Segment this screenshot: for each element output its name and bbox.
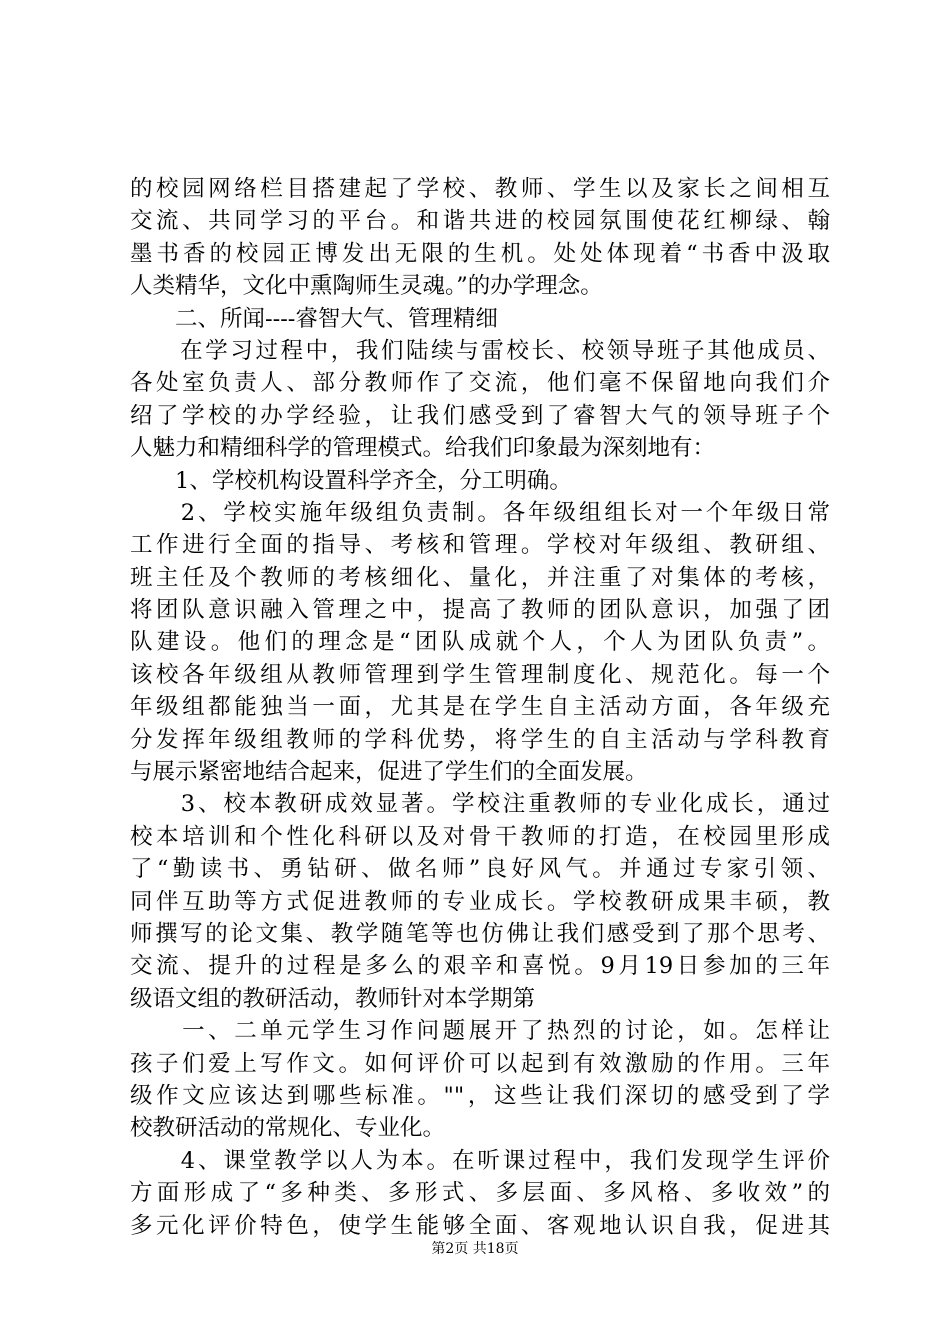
text-line: 1、学校机构设置科学齐全，分工明确。 bbox=[130, 467, 572, 494]
text-line: 与展示紧密地结合起来，促进了学生们的全面发展。 bbox=[130, 759, 648, 786]
document-body bbox=[130, 173, 830, 1242]
text-line: 班主任及个教师的考核细化、量化，并注重了对集体的考核， bbox=[130, 564, 830, 591]
text-line: 人类精华，文化中熏陶师生灵魂。”的办学理念。 bbox=[130, 273, 603, 300]
text-line: 了“勤读书、勇钻研、做名师”良好风气。并通过专家引领、 bbox=[130, 856, 830, 883]
text-line: 同伴互助等方式促进教师的专业成长。学校教研成果丰硕，教 bbox=[130, 888, 830, 915]
text-line: 校本培训和个性化科研以及对骨干教师的打造，在校园里形成 bbox=[130, 823, 830, 850]
text-line: 级语文组的教研活动，教师针对本学期第 bbox=[130, 985, 536, 1012]
text-line: 师撰写的论文集、教学随笔等也仿佛让我们感受到了那个思考、 bbox=[130, 920, 830, 947]
text-line: 在学习过程中，我们陆续与雷校长、校领导班子其他成员、 bbox=[130, 337, 830, 364]
text-line: 绍了学校的办学经验，让我们感受到了睿智大气的领导班子个 bbox=[130, 402, 830, 429]
text-line: 4、课堂教学以人为本。在听课过程中，我们发现学生评价 bbox=[130, 1147, 830, 1174]
text-line: 交流、提升的过程是多么的艰辛和喜悦。9月19日参加的三年 bbox=[130, 953, 830, 980]
text-line: 人魅力和精细科学的管理模式。给我们印象最为深刻地有： bbox=[130, 435, 716, 462]
text-line: 年级组都能独当一面，尤其是在学生自主活动方面，各年级充 bbox=[130, 694, 830, 721]
text-line: 将团队意识融入管理之中，提高了教师的团队意识，加强了团 bbox=[130, 597, 830, 624]
text-line: 2、学校实施年级组负责制。各年级组组长对一个年级日常 bbox=[130, 499, 830, 526]
text-line: 级作文应该达到哪些标准。""，这些让我们深切的感受到了学 bbox=[130, 1082, 830, 1109]
text-line: 校教研活动的常规化、专业化。 bbox=[130, 1115, 446, 1142]
text-line: 多元化评价特色，使学生能够全面、客观地认识自我，促进其 bbox=[130, 1212, 830, 1239]
text-line: 的校园网络栏目搭建起了学校、教师、学生以及家长之间相互 bbox=[130, 176, 830, 202]
text-line: 孩子们爱上写作文。如何评价可以起到有效激励的作用。三年 bbox=[130, 1050, 830, 1077]
text-line: 二、所闻----睿智大气、管理精细 bbox=[130, 305, 498, 332]
text-line: 一、二单元学生习作问题展开了热烈的讨论，如。怎样让 bbox=[130, 1018, 830, 1045]
page-footer: 第2页 共18页 bbox=[431, 1241, 519, 1257]
text-line: 交流、共同学习的平台。和谐共进的校园氛围使花红柳绿、翰 bbox=[130, 208, 830, 235]
text-line: 各处室负责人、部分教师作了交流，他们毫不保留地向我们介 bbox=[130, 370, 830, 397]
text-line: 方面形成了“多种类、多形式、多层面、多风格、多收效”的 bbox=[130, 1180, 830, 1207]
text-line: 该校各年级组从教师管理到学生管理制度化、规范化。每一个 bbox=[130, 661, 830, 688]
text-line: 分发挥年级组教师的学科优势，将学生的自主活动与学科教育 bbox=[130, 726, 830, 753]
text-line: 3、校本教研成效显著。学校注重教师的专业化成长，通过 bbox=[130, 791, 830, 818]
text-line: 墨书香的校园正博发出无限的生机。处处体现着“书香中汲取 bbox=[130, 240, 830, 267]
text-line: 工作进行全面的指导、考核和管理。学校对年级组、教研组、 bbox=[130, 532, 830, 559]
text-line: 队建设。他们的理念是“团队成就个人，个人为团队负责”。 bbox=[130, 629, 830, 656]
